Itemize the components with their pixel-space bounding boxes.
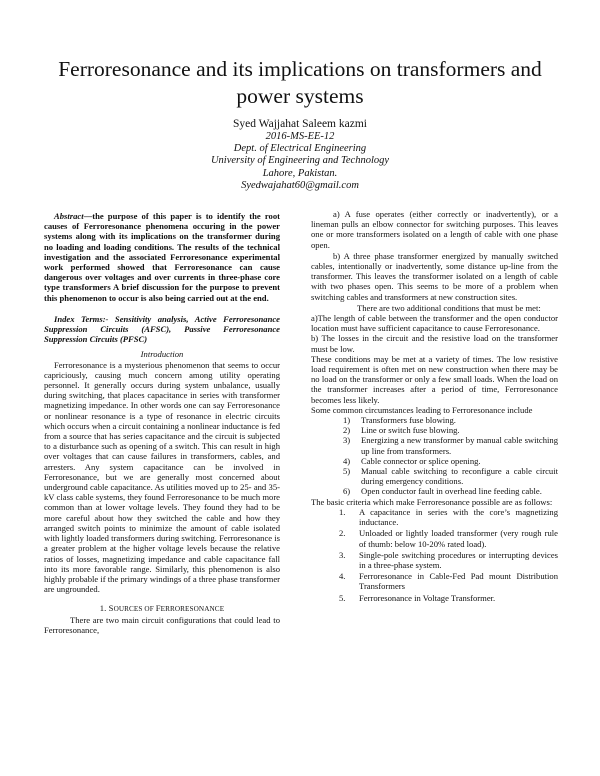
list-item: 2. Unloaded or lightly loaded transformer (very rough rule of thumb: below 10-20% rated load).: [339, 528, 558, 549]
common-circumstances-paragraph: Some common circumstances leading to Ferroresonance include: [311, 404, 533, 415]
condition-b-paragraph: b) The losses in the circuit and the resistive load on the transformer must be low.: [311, 333, 558, 354]
author-email: Syedwajahat60@gmail.com: [241, 179, 359, 191]
abstract-label: Abstract: [54, 211, 84, 221]
author-block: [150, 117, 450, 192]
author-university: University of Engineering and Technology: [210, 155, 390, 167]
author-id: 2016-MS-EE-12: [265, 131, 335, 142]
list-item: 4. Ferroresonance in Cable-Fed Pad mount Distribution Transformers: [339, 571, 558, 592]
left-column: [44, 211, 280, 635]
config-a-paragraph: a) A fuse operates (either correctly or inadvertently), or a lineman pulls an elbow connector for switching purposes. This leaves one or more transformers isolated on a length of cable with one phase open.: [311, 209, 558, 250]
abstract-text: —the purpose of this paper is to identify the root causes of Ferroresonance phenomena occuring in the power systems along with its implications on the transformer during no loading and loading conditions. The results of the technical investigation and the associated Ferroresonance experimental work performed showed that Ferroresonance can cause dangerous over voltages and over currents in three-phase core type transformers A brief discussion for the purpose to prevent this phenomenon to occur is also being carried out at the end.: [44, 211, 280, 303]
author-name: Syed Wajjahat Saleem kazmi: [233, 118, 367, 130]
author-dept: Dept. of Electrical Engineering: [233, 143, 367, 155]
section-1-heading: [44, 603, 280, 614]
criteria-intro-paragraph: The basic criteria which make Ferroresonance possible are as follows:: [311, 496, 553, 507]
introduction-paragraph: Ferroresonance is a mysterious phenomenon that seems to occur capriciously, causing much concern among utility operating personnel. It generally occurs during system unbalance, usually during switching, that places capacitance in series with transformer magnetizing impedance. In other words one can say Ferroresonance or nonlinear resonance is a type of resonance in electric circuits which occurs when a circuit containing a nonlinear inductance is fed from a source that has series capacitance and the circuit is subjected to a disturbance such as opening of a switch. This can result in high over voltages that can cause failures in transformers, cables, and arresters. Any system capacitance can be involved in Ferroresonance, but we are generally most concerned about underground cable capacitance. As utilities moved up to 25- and 35-kV class cable systems, they found Ferroresonance to be much more common than at lower voltage levels. They found they had to be more careful about how they switched the cable and how they arranged switch points to minimize the amount of cable isolated with lightly loaded transformers during switching. Ferroresonance is a greater problem at the higher voltage levels because the relative ratios of losses, magnetizing impedance and cable capacitance fall into its more favorable range. Similarly, this phenomenon is also highly probable if the primary windings of a three phase transformer are ungrounded.: [44, 359, 280, 595]
conditions-met-paragraph: These conditions may be met at a variety of times. The low resistive load requirement is often met on new construction when there may be no load on the transformer or only a few small loads. When the load on the transformer increases after a period of time, Ferroresonance becomes less likely.: [311, 353, 558, 405]
config-b-paragraph: b) A three phase transformer energized by manually switched cables, intentionally or inadvertently, some distance up-line from the transformer. This leaves the transformer isolated on a length of cable with two phases open. This seems to be more of a problem when switching cables and transformers at new construction sites.: [311, 250, 558, 302]
condition-a-paragraph: a)The length of cable between the transformer and the open conductor location must have sufficient capacitance to cause Ferroresonance.: [311, 313, 558, 334]
author-city: Lahore, Pakistan.: [262, 167, 338, 179]
abstract: [44, 211, 280, 303]
list-item: 1) Transformers fuse blowing.: [343, 415, 456, 426]
list-item: 5) Manual cable switching to reconfigure a cable circuit during emergency conditions.: [343, 466, 558, 487]
index-terms: Index Terms:- Sensitivity analysis, Active Ferroresonance Suppression Circuits (AFSC), Passive Ferroresonance Suppression Circuits (PFSC): [44, 313, 280, 345]
list-item: 1. A capacitance in series with the core’s magnetizing inductance.: [339, 506, 558, 528]
section-1-heading-cap: F: [155, 603, 161, 614]
list-item: 6) Open conductor fault in overhead line feeding cable.: [343, 486, 542, 497]
list-item: 2) Line or switch fuse blowing.: [343, 425, 460, 436]
section-1-paragraph: There are two main circuit configurations that could lead to Ferroresonance,: [44, 614, 280, 635]
right-column: [311, 209, 558, 604]
list-item: 5. Ferroresonance in Voltage Transformer.: [339, 592, 496, 603]
criteria-list: [311, 507, 558, 603]
list-item: 4) Cable connector or splice opening.: [343, 455, 481, 466]
paper-title: Ferroresonance and its implications on transformers and power systems: [58, 57, 542, 108]
section-1-heading-part2: ERRORESONANCE: [160, 605, 225, 614]
list-item: 3. Single-pole switching procedures or interrupting devices in a three-phase system.: [339, 549, 558, 570]
section-1-heading-num: 1. S: [99, 603, 114, 614]
list-item: 3) Energizing a new transformer by manual cable switching up line from transformers.: [343, 435, 558, 456]
section-1-heading-part1: OURCES OF: [113, 605, 156, 614]
additional-conditions-paragraph: There are two additional conditions that must be met:: [357, 302, 541, 313]
introduction-heading: Introduction: [140, 349, 184, 360]
circumstances-list: [311, 415, 558, 497]
